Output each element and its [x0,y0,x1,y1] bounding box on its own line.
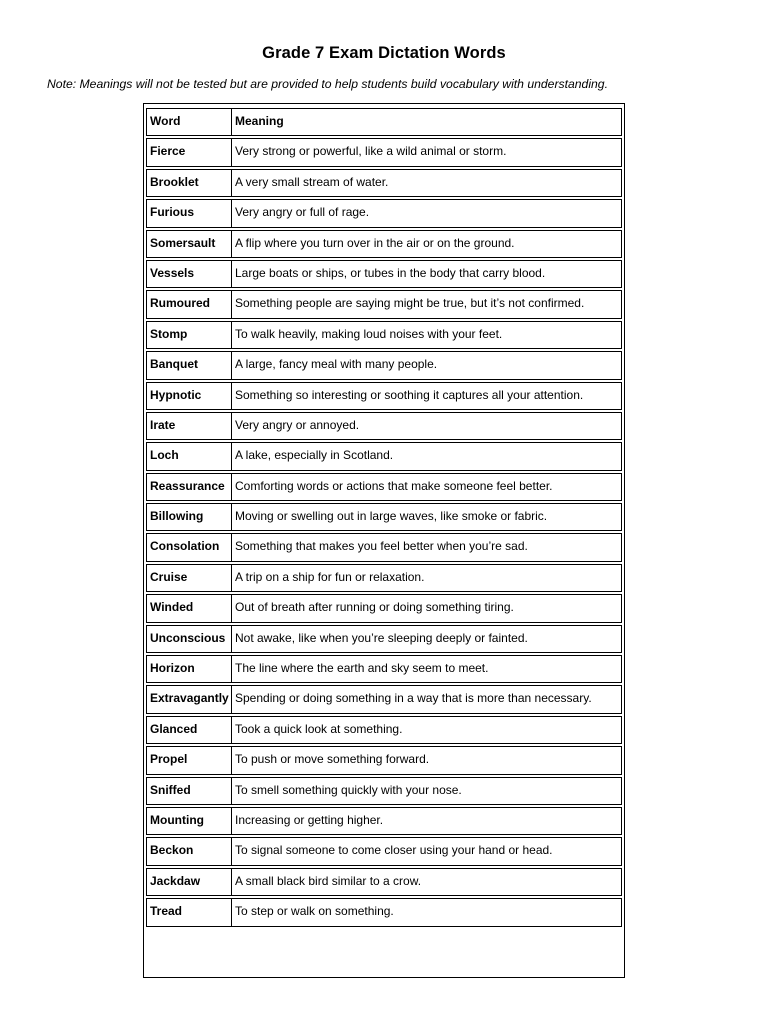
table-row [146,382,622,410]
table-row [146,290,622,318]
table-row [146,503,622,531]
meaning-cell: To signal someone to come closer using your hand or head. [232,837,622,865]
meaning-cell: Large boats or ships, or tubes in the body that carry blood. [232,260,622,288]
meaning-cell: To push or move something forward. [232,746,622,774]
meaning-cell: Something that makes you feel better when you’re sad. [232,533,622,561]
table-row [146,533,622,561]
vocabulary-table-frame [143,103,625,978]
meaning-cell: Something people are saying might be true, but it’s not confirmed. [232,290,622,318]
word-cell: Tread [146,898,232,926]
table-row [146,138,622,166]
meaning-cell: A small black bird similar to a crow. [232,868,622,896]
meaning-cell: A flip where you turn over in the air or on the ground. [232,230,622,258]
word-cell: Consolation [146,533,232,561]
table-header-row [146,108,622,136]
meaning-cell: Very angry or full of rage. [232,199,622,227]
table-row [146,564,622,592]
word-cell: Propel [146,746,232,774]
meaning-cell: Very strong or powerful, like a wild animal or storm. [232,138,622,166]
header-word: Word [146,108,232,136]
header-meaning: Meaning [232,108,622,136]
word-cell: Billowing [146,503,232,531]
meaning-cell: Took a quick look at something. [232,716,622,744]
meaning-cell: Increasing or getting higher. [232,807,622,835]
word-cell: Reassurance [146,473,232,501]
word-cell: Brooklet [146,169,232,197]
word-cell: Horizon [146,655,232,683]
table-row [146,351,622,379]
meaning-cell: A lake, especially in Scotland. [232,442,622,470]
meaning-cell: Comforting words or actions that make someone feel better. [232,473,622,501]
meaning-cell: The line where the earth and sky seem to meet. [232,655,622,683]
word-cell: Extravagantly [146,685,232,713]
word-cell: Rumoured [146,290,232,318]
table-row [146,321,622,349]
table-row [146,230,622,258]
word-cell: Stomp [146,321,232,349]
table-row [146,777,622,805]
word-cell: Somersault [146,230,232,258]
meaning-cell: To smell something quickly with your nose. [232,777,622,805]
table-row [146,442,622,470]
table-row [146,655,622,683]
meaning-cell: A large, fancy meal with many people. [232,351,622,379]
table-row [146,868,622,896]
meaning-cell: A trip on a ship for fun or relaxation. [232,564,622,592]
meaning-cell: Moving or swelling out in large waves, like smoke or fabric. [232,503,622,531]
word-cell: Hypnotic [146,382,232,410]
word-cell: Jackdaw [146,868,232,896]
table-row [146,746,622,774]
word-cell: Sniffed [146,777,232,805]
table-row [146,898,622,926]
word-cell: Beckon [146,837,232,865]
table-row [146,807,622,835]
page-note: Note: Meanings will not be tested but are provided to help students build vocabulary with understanding. [47,77,608,91]
word-cell: Fierce [146,138,232,166]
meaning-cell: Very angry or annoyed. [232,412,622,440]
word-cell: Loch [146,442,232,470]
table-row [146,260,622,288]
meaning-cell: Something so interesting or soothing it captures all your attention. [232,382,622,410]
word-cell: Irate [146,412,232,440]
table-row [146,199,622,227]
table-row [146,412,622,440]
meaning-cell: Out of breath after running or doing something tiring. [232,594,622,622]
word-cell: Unconscious [146,625,232,653]
table-row [146,594,622,622]
vocabulary-table [146,106,622,929]
table-row [146,473,622,501]
word-cell: Banquet [146,351,232,379]
meaning-cell: To step or walk on something. [232,898,622,926]
word-cell: Glanced [146,716,232,744]
word-cell: Cruise [146,564,232,592]
table-row [146,685,622,713]
word-cell: Winded [146,594,232,622]
page-title: Grade 7 Exam Dictation Words [262,44,506,62]
meaning-cell: A very small stream of water. [232,169,622,197]
meaning-cell: To walk heavily, making loud noises with your feet. [232,321,622,349]
meaning-cell: Not awake, like when you’re sleeping deeply or fainted. [232,625,622,653]
table-row [146,169,622,197]
table-row [146,625,622,653]
meaning-cell: Spending or doing something in a way that is more than necessary. [232,685,622,713]
table-row [146,716,622,744]
table-row [146,837,622,865]
word-cell: Vessels [146,260,232,288]
word-cell: Furious [146,199,232,227]
word-cell: Mounting [146,807,232,835]
